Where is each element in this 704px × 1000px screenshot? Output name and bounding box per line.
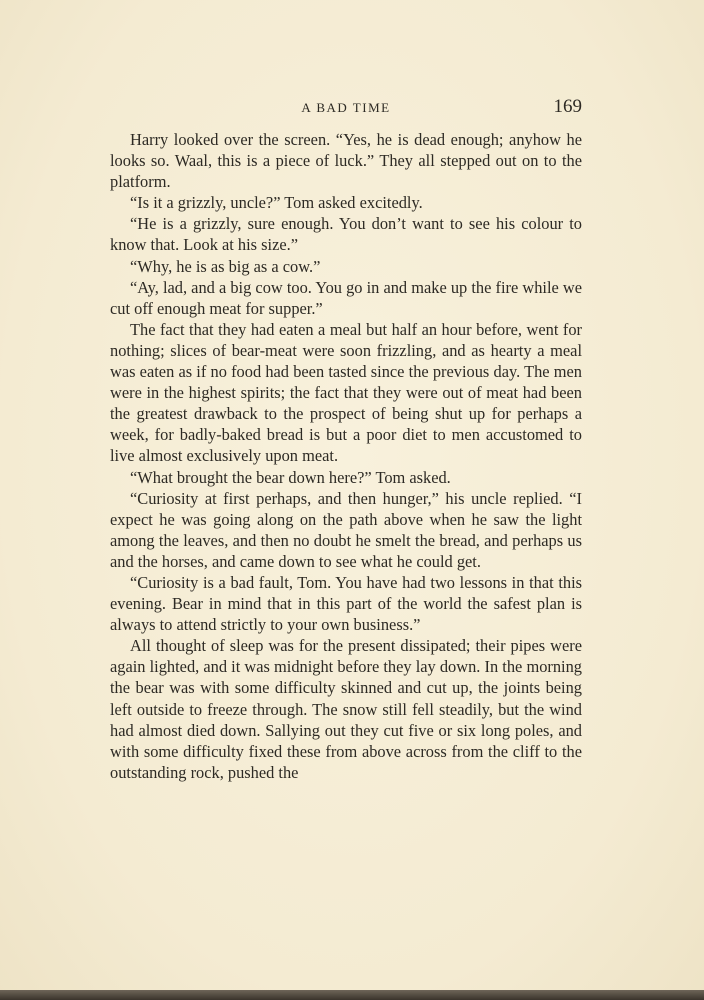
- paragraph: “Ay, lad, and a big cow too. You go in and make up the fire while we cut off enough meat for supper.”: [110, 277, 582, 318]
- paragraph: “Curiosity is a bad fault, Tom. You have had two lessons in that this evening. Bear in mind that in this part of the world the safest plan is always to attend strictly to your own business.”: [110, 572, 582, 635]
- paragraph: All thought of sleep was for the present dissipated; their pipes were again lighted, and it was midnight before they lay down. In the morning the bear was with some difficulty skinned and cut up, the joints being left outside to freeze through. The snow still fell steadily, but the wind had almost died down. Sallying out they cut five or six long poles, and with some difficulty fixed these from above across from the cliff to the outstanding rock, pushed the: [110, 636, 582, 782]
- page-number: 169: [553, 96, 582, 117]
- paragraph: “Curiosity at first perhaps, and then hunger,” his uncle replied. “I expect he was going along on the path above when he saw the light among the leaves, and then no doubt he smelt the bread, and perhaps us and the horses, and came down to see what he could get.: [110, 488, 582, 571]
- paragraph: “He is a grizzly, sure enough. You don’t want to see his colour to know that. Look at his size.”: [110, 214, 582, 255]
- running-head: [110, 96, 582, 120]
- paragraph: “What brought the bear down here?” Tom asked.: [130, 467, 451, 487]
- body-text: [110, 129, 582, 783]
- paragraph: Harry looked over the screen. “Yes, he is dead enough; anyhow he looks so. Waal, this is a piece of luck.” They all stepped out on to the platform.: [110, 130, 582, 192]
- paragraph: The fact that they had eaten a meal but half an hour before, went for nothing; slices of bear-meat were soon frizzling, and as hearty a meal was eaten as if no food had been tasted since the previous day. The men were in the highest spirits; the fact that they were out of meat had been the greatest drawback to the prospect of being shut up for perhaps a week, for badly-baked bread is but a poor diet to men accustomed to live almost exclusively upon meat.: [110, 319, 582, 466]
- chapter-title: A BAD TIME: [301, 100, 391, 115]
- scan-bottom-edge: [0, 990, 704, 1000]
- paragraph: “Why, he is as big as a cow.”: [130, 256, 321, 276]
- paragraph: “Is it a grizzly, uncle?” Tom asked excitedly.: [130, 193, 423, 213]
